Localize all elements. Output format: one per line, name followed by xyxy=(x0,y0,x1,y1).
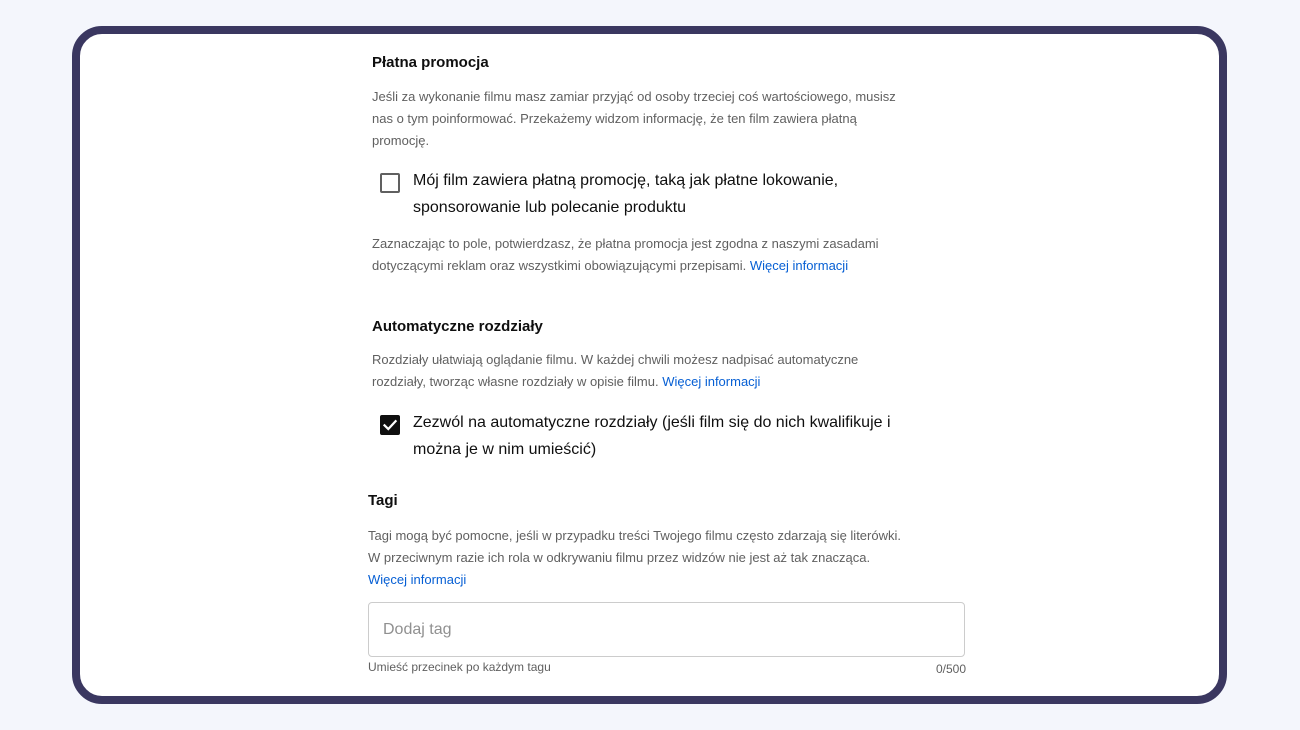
auto-chapters-description-text: rozdziały, tworząc własne rozdziały w opisie filmu. xyxy=(372,374,659,389)
paid-promotion-note-line-2 xyxy=(372,255,972,277)
auto-chapters-checkbox-label-line-1: Zezwól na automatyczne rozdziały (jeśli film się do nich kwalifikuje i xyxy=(413,414,891,431)
paid-promotion-checkbox[interactable] xyxy=(380,173,400,193)
paid-promotion-note-text: dotyczącymi reklam oraz wszystkimi obowiązującymi przepisami. xyxy=(372,258,747,273)
tags-learn-more-link[interactable]: Więcej informacji xyxy=(368,572,467,587)
tag-character-counter: 0/500 xyxy=(935,662,966,676)
tag-helper-text: Umieść przecinek po każdym tagu xyxy=(368,660,551,674)
auto-chapters-checkbox-label[interactable] xyxy=(413,409,891,463)
tags-title: Tagi xyxy=(368,492,398,509)
auto-chapters-title: Automatyczne rozdziały xyxy=(372,318,543,335)
tag-input-box[interactable] xyxy=(368,602,965,657)
auto-chapters-checkbox[interactable] xyxy=(380,415,400,435)
paid-promotion-description xyxy=(372,86,972,152)
paid-promotion-note xyxy=(372,233,972,277)
auto-chapters-description-line-2 xyxy=(372,371,972,393)
auto-chapters-description-line-1: Rozdziały ułatwiają oglądanie filmu. W każdej chwili możesz nadpisać automatyczne xyxy=(372,352,859,367)
paid-promotion-learn-more-link[interactable]: Więcej informacji xyxy=(749,258,849,273)
auto-chapters-learn-more-link[interactable]: Więcej informacji xyxy=(662,374,761,389)
paid-promotion-description-line-2: nas o tym poinformować. Przekażemy widzom informację, że ten film zawiera płatną xyxy=(372,111,857,126)
auto-chapters-description xyxy=(372,349,972,393)
paid-promotion-checkbox-label-line-2: sponsorowanie lub polecanie produktu xyxy=(413,199,687,216)
auto-chapters-checkbox-row[interactable] xyxy=(380,412,891,463)
tags-description-line-2: W przeciwnym razie ich rola w odkrywaniu filmu przez widzów nie jest aż tak znacząca. xyxy=(368,550,871,565)
paid-promotion-description-line-3: promocję. xyxy=(372,133,430,148)
paid-promotion-checkbox-row[interactable] xyxy=(380,170,838,221)
paid-promotion-note-line-1: Zaznaczając to pole, potwierdzasz, że płatna promocja jest zgodna z naszymi zasadami xyxy=(372,236,879,251)
checkmark-icon xyxy=(382,417,398,433)
paid-promotion-checkbox-label[interactable] xyxy=(413,167,838,221)
tags-description xyxy=(368,525,978,591)
auto-chapters-checkbox-label-line-2: można je w nim umieścić) xyxy=(413,441,597,458)
tags-description-line-1: Tagi mogą być pomocne, jeśli w przypadku treści Twojego filmu często zdarzają się literówki. xyxy=(368,528,901,543)
tag-input[interactable] xyxy=(383,621,943,639)
paid-promotion-title: Płatna promocja xyxy=(372,54,489,71)
browser-frame xyxy=(72,26,1227,704)
paid-promotion-description-line-1: Jeśli za wykonanie filmu masz zamiar przyjąć od osoby trzeciej coś wartościowego, musisz xyxy=(372,89,896,104)
paid-promotion-checkbox-label-line-1: Mój film zawiera płatną promocję, taką jak płatne lokowanie, xyxy=(413,172,839,189)
